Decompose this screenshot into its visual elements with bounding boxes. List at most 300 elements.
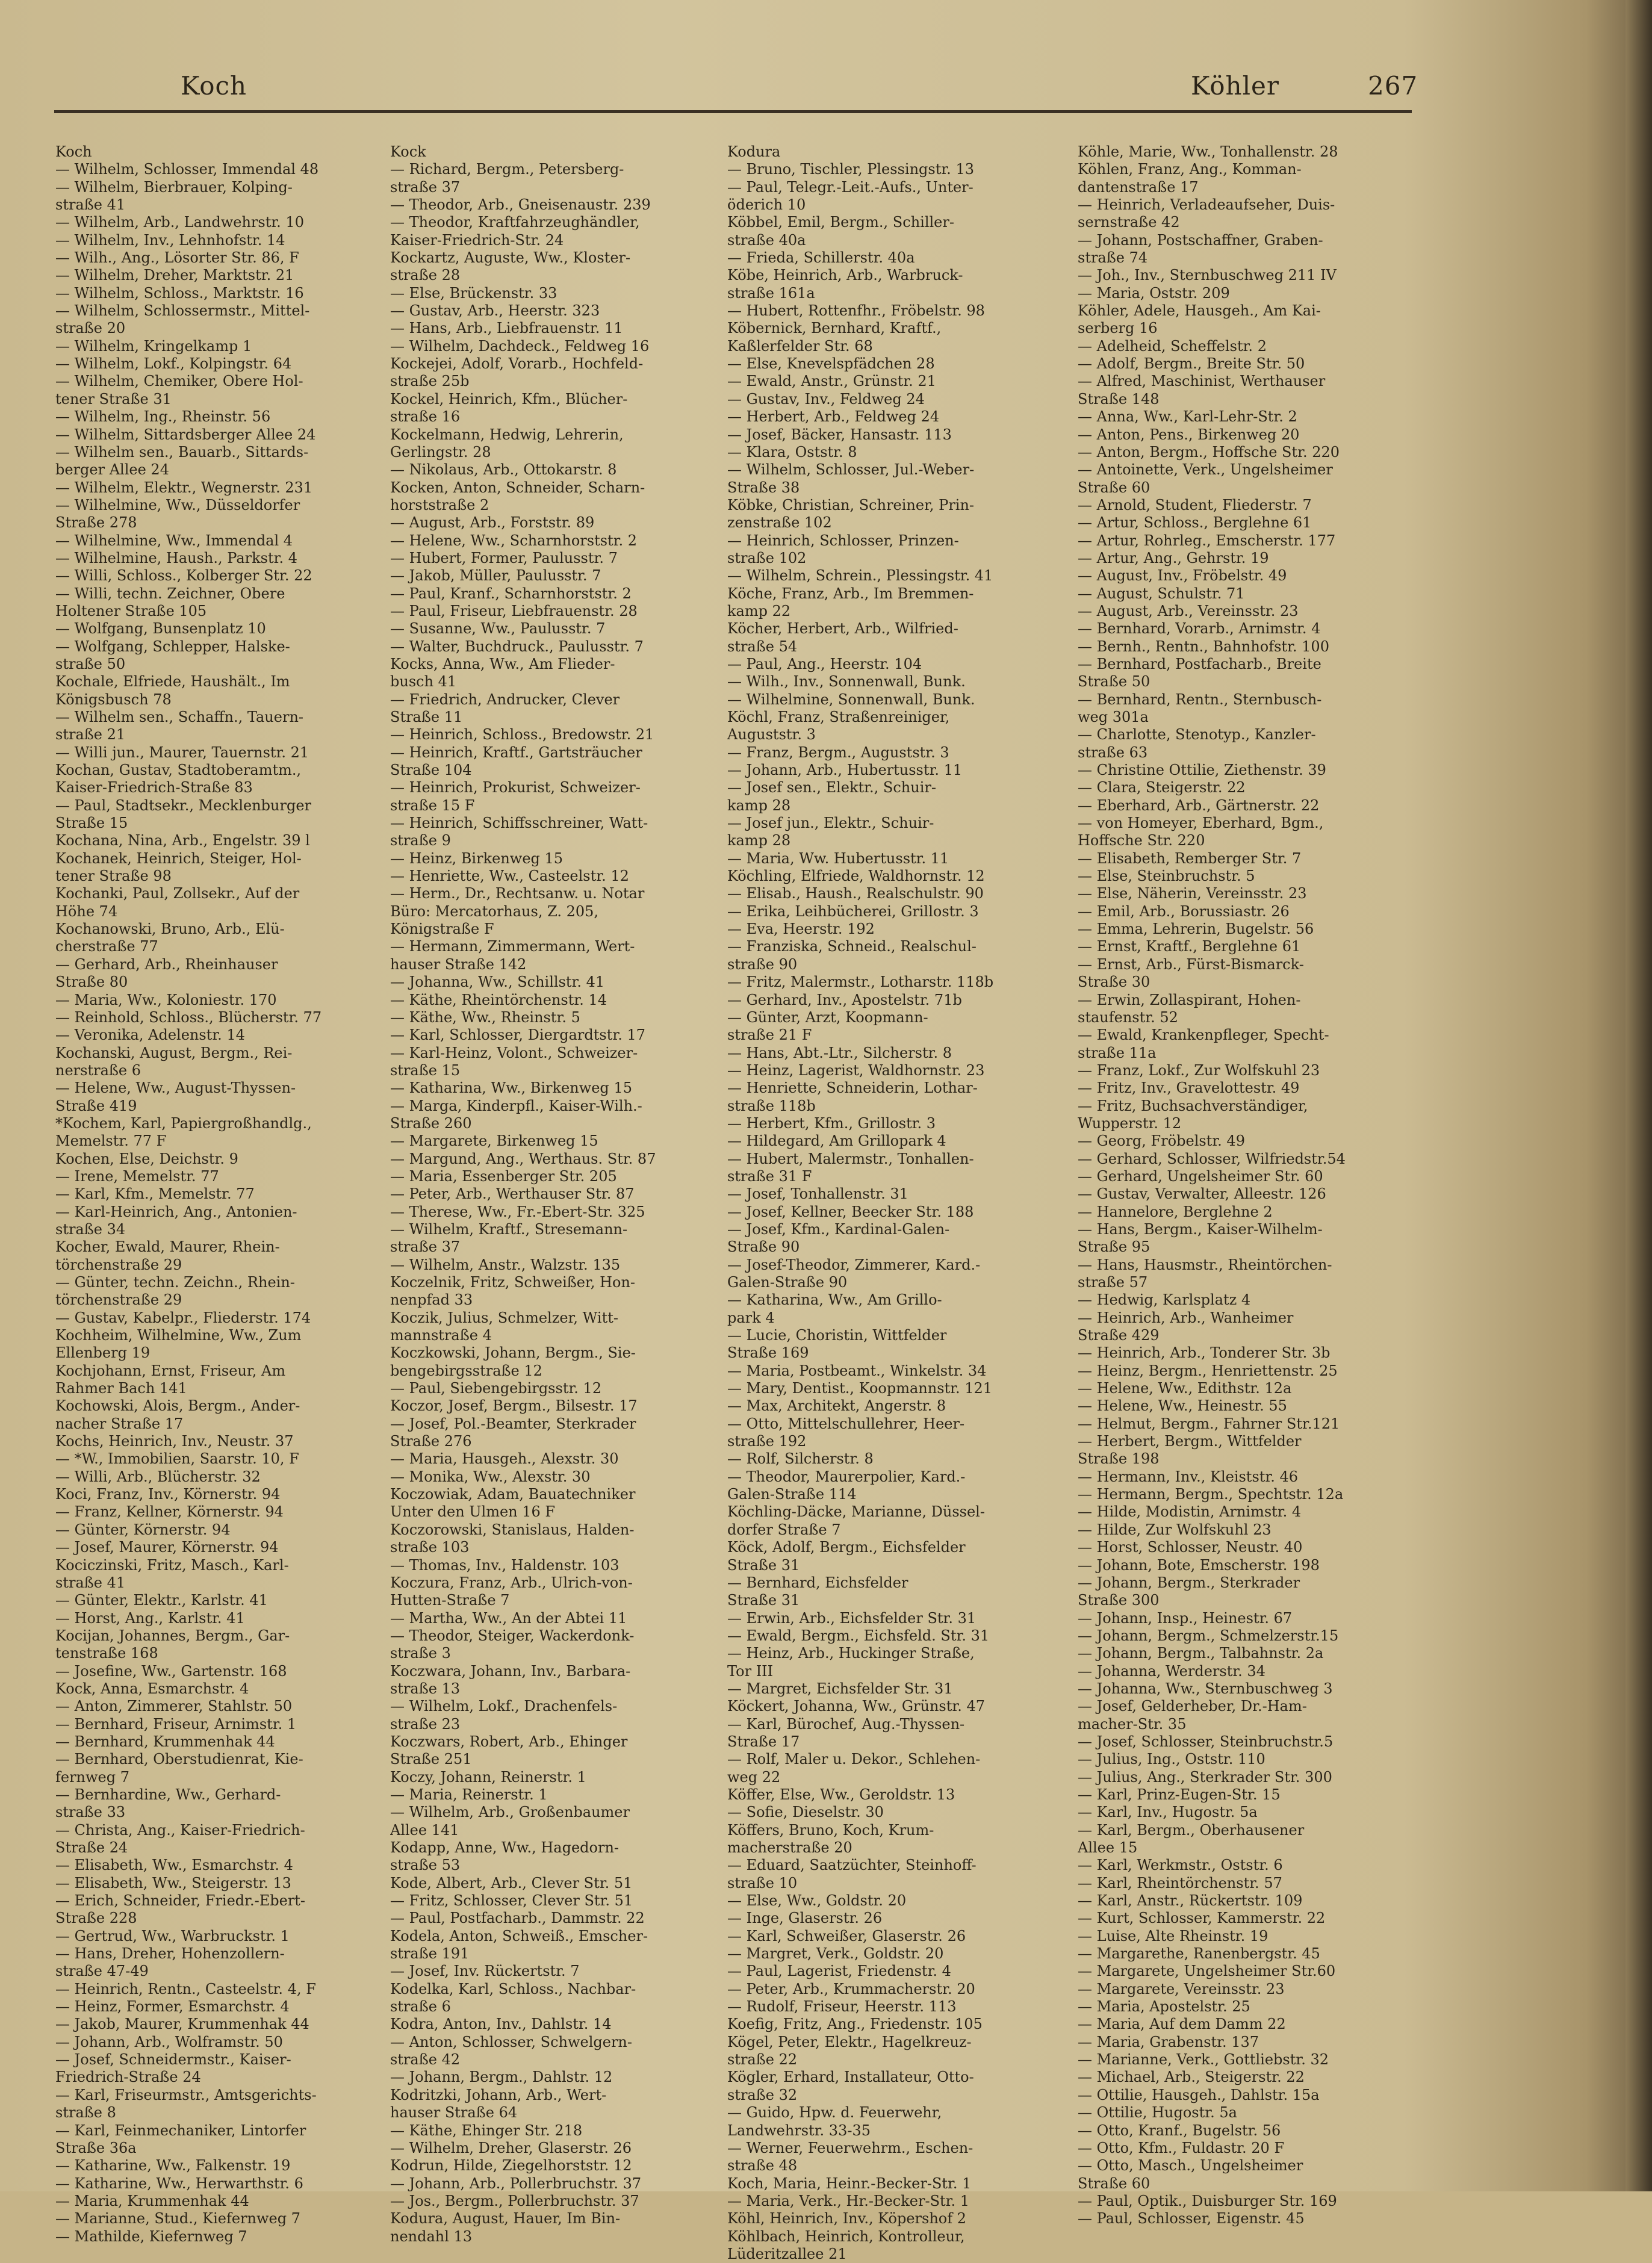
directory-entry-line: — Heinrich, Verladeaufseher, Duis- [1078, 196, 1335, 214]
directory-entry-line: Lüderitzallee 21 [727, 2245, 847, 2262]
directory-entry-line: Koczwara, Johann, Inv., Barbara- [390, 1662, 631, 1680]
directory-entry-line: straße 9 [390, 832, 451, 849]
directory-entry-line: — Wolfgang, Bunsenplatz 10 [55, 620, 266, 638]
directory-entry-line: — Rudolf, Friseur, Heerstr. 113 [727, 1998, 957, 2016]
directory-entry-line: — Margarete, Ungelsheimer Str.60 [1078, 1963, 1336, 1980]
directory-entry-line: — Else, Steinbruchstr. 5 [1078, 868, 1255, 885]
directory-entry-line: — Wilhelm, Chemiker, Obere Hol- [55, 373, 303, 390]
directory-entry-line: Kochjohann, Ernst, Friseur, Am [55, 1362, 286, 1379]
directory-entry-line: straße 21 F [727, 1026, 812, 1044]
directory-entry-line: — Karl, Kfm., Memelstr. 77 [55, 1185, 255, 1203]
directory-entry-line: — Wilhelmine, Haush., Parkstr. 4 [55, 549, 297, 567]
directory-entry-line: — Gerhard, Inv., Apostelstr. 71b [727, 991, 962, 1008]
directory-entry-line: — Paul, Kranf., Scharnhorststr. 2 [390, 585, 632, 602]
directory-entry-line: dorfer Straße 7 [727, 1521, 841, 1538]
directory-entry-line: straße 8 [55, 2104, 116, 2122]
directory-entry-line: — Gustav, Arb., Heerstr. 323 [390, 302, 600, 320]
directory-entry-line: — Margret, Verk., Goldstr. 20 [727, 1945, 944, 1963]
directory-entry-line: — Käthe, Rheintörchenstr. 14 [390, 991, 607, 1008]
directory-entry-line: — Hermann, Bergm., Spechtstr. 12a [1078, 1486, 1344, 1503]
directory-entry-line: — Karl, Bergm., Oberhausener [1078, 1821, 1305, 1839]
directory-entry-line: — Josef sen., Elektr., Schuir- [727, 779, 936, 796]
directory-entry-line: Kaßlerfelder Str. 68 [727, 337, 873, 355]
directory-entry-line: park 4 [727, 1309, 775, 1326]
directory-entry-line: Kögel, Peter, Elektr., Hagelkreuz- [727, 2033, 972, 2050]
directory-entry-line: straße 57 [1078, 1274, 1148, 1291]
directory-entry-line: — Ottilie, Hugostr. 5a [1078, 2104, 1237, 2122]
directory-entry-line: — Günter, techn. Zeichn., Rhein- [55, 1274, 295, 1291]
directory-entry-line: straße 37 [390, 1238, 461, 1256]
directory-entry-line: straße 63 [1078, 743, 1148, 761]
directory-entry-line: — Werner, Feuerwehrm., Eschen- [727, 2139, 974, 2156]
directory-entry-line: Köffer, Else, Ww., Geroldstr. 13 [727, 1786, 955, 1803]
directory-entry-line: Kocken, Anton, Schneider, Scharn- [390, 479, 645, 496]
directory-entry-line: — Wilhelm, Kraftf., Stresemann- [390, 1220, 628, 1238]
directory-entry-line: — Karl, Prinz-Eugen-Str. 15 [1078, 1786, 1281, 1803]
directory-entry-line: straße 13 [390, 1680, 461, 1697]
directory-entry-line: — Käthe, Ehinger Str. 218 [390, 2122, 583, 2139]
directory-entry-line: Königsbusch 78 [55, 691, 172, 708]
directory-entry-line: Köbe, Heinrich, Arb., Warbruck- [727, 267, 963, 284]
directory-entry-line: straße 34 [55, 1220, 126, 1238]
directory-entry-line: — Fritz, Schlosser, Clever Str. 51 [390, 1892, 633, 1910]
directory-entry-line: — Wilhelm, Bierbrauer, Kolping- [55, 178, 293, 196]
directory-entry-line: — Otto, Mittelschullehrer, Heer- [727, 1415, 965, 1432]
directory-entry-line: — Heinz, Lagerist, Waldhornstr. 23 [727, 1061, 985, 1079]
directory-entry-line: — Helene, Ww., Heinestr. 55 [1078, 1397, 1287, 1415]
directory-entry-line: Allee 15 [1078, 1839, 1138, 1856]
directory-entry-line: — Johann, Bergm., Sterkrader [1078, 1574, 1300, 1591]
directory-entry-line: — Reinhold, Schloss., Blücherstr. 77 [55, 1008, 322, 1026]
directory-entry-line: — Mary, Dentist., Koopmannstr. 121 [727, 1380, 993, 1397]
directory-entry-line: — Willi, techn. Zeichner, Obere [55, 585, 285, 602]
directory-entry-line: Straße 169 [727, 1344, 809, 1362]
directory-entry-line: — Charlotte, Stenotyp., Kanzler- [1078, 726, 1316, 743]
directory-entry-line: Straße 17 [727, 1733, 800, 1750]
directory-entry-line: — Elisabeth, Ww., Steigerstr. 13 [55, 1874, 291, 1892]
directory-entry-line: Koczor, Josef, Bergm., Bilsestr. 17 [390, 1397, 638, 1415]
directory-entry-line: straße 192 [727, 1433, 807, 1450]
directory-entry-line: — Bernh., Rentn., Bahnhofstr. 100 [1078, 638, 1329, 655]
directory-entry-line: — Artur, Rohrleg., Emscherstr. 177 [1078, 532, 1336, 549]
directory-entry-line: — Veronika, Adelenstr. 14 [55, 1026, 245, 1044]
directory-entry-line: Köffers, Bruno, Koch, Krum- [727, 1821, 934, 1839]
directory-entry-line: straße 6 [390, 1998, 451, 2016]
directory-entry-line: — Christa, Ang., Kaiser-Friedrich- [55, 1821, 305, 1839]
directory-entry-line: — Eduard, Saatzüchter, Steinhoff- [727, 1857, 977, 1874]
directory-entry-line: straße 161a [727, 284, 815, 302]
directory-entry-line: — Mathilde, Kiefernweg 7 [55, 2227, 247, 2245]
directory-entry-line: — Ottilie, Hausgeh., Dahlstr. 15a [1078, 2086, 1320, 2103]
directory-entry-line: Koczy, Johann, Reinerstr. 1 [390, 1768, 586, 1786]
directory-entry-line: straße 23 [390, 1715, 461, 1733]
directory-entry-line: tenstraße 168 [55, 1645, 158, 1662]
directory-entry-line: Köckert, Johanna, Ww., Grünstr. 47 [727, 1698, 986, 1715]
directory-entry-line: — Anna, Ww., Karl-Lehr-Str. 2 [1078, 408, 1297, 426]
directory-entry-line: Gerlingstr. 28 [390, 443, 491, 461]
directory-entry-line: — Herbert, Kfm., Grillostr. 3 [727, 1114, 936, 1132]
directory-entry-line: Allee 141 [390, 1821, 459, 1839]
directory-entry-line: straße 90 [727, 955, 798, 973]
directory-entry-line: — Katharine, Ww., Herwarthstr. 6 [55, 2175, 303, 2192]
directory-entry-line: Kochen, Else, Deichstr. 9 [55, 1150, 238, 1167]
directory-entry-line: — Günter, Elektr., Karlstr. 41 [55, 1592, 268, 1609]
directory-entry-line: kamp 28 [727, 832, 791, 849]
directory-entry-line: — Georg, Fröbelstr. 49 [1078, 1132, 1245, 1150]
page-number: 267 [1368, 71, 1418, 101]
directory-entry-line: straße 33 [55, 1804, 126, 1821]
directory-entry-line: — Nikolaus, Arb., Ottokarstr. 8 [390, 461, 617, 479]
directory-entry-line: bengebirgsstraße 12 [390, 1362, 542, 1379]
directory-entry-line: — Karl, Werkmstr., Oststr. 6 [1078, 1857, 1283, 1874]
directory-entry-line: — Margarete, Birkenweg 15 [390, 1132, 598, 1150]
directory-entry-line: Kocks, Anna, Ww., Am Flieder- [390, 655, 615, 672]
directory-entry-line: — Willi, Arb., Blücherstr. 32 [55, 1468, 261, 1485]
directory-entry-line: — Hubert, Rottenfhr., Fröbelstr. 98 [727, 302, 985, 320]
directory-entry-line: Köche, Franz, Arb., Im Bremmen- [727, 585, 974, 602]
directory-entry-line: straße 47-49 [55, 1963, 149, 1980]
directory-entry-line: — August, Arb., Forststr. 89 [390, 514, 595, 532]
directory-entry-line: Kockartz, Auguste, Ww., Kloster- [390, 249, 631, 267]
directory-entry-line: — Erwin, Zollaspirant, Hohen- [1078, 991, 1301, 1008]
directory-entry-line: Köchl, Franz, Straßenreiniger, [727, 709, 950, 725]
directory-entry-line: Galen-Straße 90 [727, 1274, 848, 1291]
directory-entry-line: — Monika, Ww., Alexstr. 30 [390, 1468, 591, 1485]
directory-entry-line: — Horst, Ang., Karlstr. 41 [55, 1609, 245, 1627]
directory-entry-line: Unter den Ulmen 16 F [390, 1503, 556, 1521]
directory-entry-line: staufenstr. 52 [1078, 1008, 1178, 1026]
directory-entry-line: — Gerhard, Ungelsheimer Str. 60 [1078, 1167, 1323, 1185]
directory-entry-line: — Wilhelm, Sittardsberger Allee 24 [55, 426, 316, 443]
directory-entry-line: Kochan, Gustav, Stadtoberamtm., [55, 762, 302, 779]
directory-entry-line: Holtener Straße 105 [55, 602, 207, 619]
directory-entry-line: Kochana, Nina, Arb., Engelstr. 39 l [55, 832, 310, 849]
directory-entry-line: straße 28 [390, 267, 461, 284]
directory-entry-line: straße 103 [390, 1539, 470, 1556]
directory-entry-line: Büro: Mercatorhaus, Z. 205, [390, 902, 599, 920]
directory-entry-line: — Henriette, Ww., Casteelstr. 12 [390, 868, 629, 885]
directory-entry-line: — Gustav, Verwalter, Alleestr. 126 [1078, 1185, 1326, 1203]
directory-entry-line: — Friedrich, Andrucker, Clever [390, 691, 620, 708]
directory-entry-line: — Paul, Optik., Duisburger Str. 169 [1078, 2192, 1337, 2209]
directory-entry-line: — Margarete, Vereinsstr. 23 [1078, 1980, 1285, 1998]
directory-entry-line: — Margund, Ang., Werthaus. Str. 87 [390, 1150, 656, 1167]
directory-entry-line: — Johann, Arb., Hubertusstr. 11 [727, 762, 963, 779]
directory-entry-line: — Hilde, Zur Wolfskuhl 23 [1078, 1521, 1272, 1538]
directory-entry-line: — Johann, Insp., Heinestr. 67 [1078, 1609, 1293, 1627]
directory-entry-line: — Katharina, Ww., Am Grillo- [727, 1291, 942, 1309]
directory-entry-line: kamp 28 [727, 796, 791, 814]
directory-entry-line: — Artur, Schloss., Berglehne 61 [1078, 514, 1312, 532]
directory-entry-line: Köbernick, Bernhard, Kraftf., [727, 320, 942, 337]
directory-entry-line: straße 25b [390, 373, 470, 390]
directory-entry-line: — Hermann, Zimmermann, Wert- [390, 938, 635, 955]
directory-entry-line: — Gustav, Inv., Feldweg 24 [727, 390, 925, 408]
directory-entry-line: — Gertrud, Ww., Warbruckstr. 1 [55, 1927, 290, 1945]
directory-entry-line: Straße 90 [727, 1238, 800, 1256]
directory-entry-line: straße 37 [390, 178, 461, 196]
directory-entry-line: straße 41 [55, 1574, 126, 1591]
directory-entry-line: Köchling, Elfriede, Waldhornstr. 12 [727, 868, 985, 885]
directory-entry-line: Straße 104 [390, 762, 472, 779]
directory-entry-line: — Guido, Hpw. d. Feuerwehr, [727, 2104, 942, 2122]
directory-entry-line: — Maria, Postbeamt., Winkelstr. 34 [727, 1362, 987, 1379]
directory-entry-line: Koch, Maria, Heinr.-Becker-Str. 1 [727, 2175, 972, 2192]
directory-entry-line: Auguststr. 3 [727, 726, 816, 743]
directory-entry-line: — Karl, Friseurmstr., Amtsgerichts- [55, 2086, 317, 2103]
directory-entry-line: — Ernst, Kraftf., Berglehne 61 [1078, 938, 1301, 955]
directory-entry-line: — Lucie, Choristin, Wittfelder [727, 1327, 947, 1344]
directory-entry-line: — Margarethe, Ranenbergstr. 45 [1078, 1945, 1320, 1963]
directory-entry-line: — Otto, Masch., Ungelsheimer [1078, 2157, 1303, 2175]
directory-entry-line: — Otto, Kranf., Bugelstr. 56 [1078, 2122, 1281, 2139]
directory-entry-line: — Therese, Ww., Fr.-Ebert-Str. 325 [390, 1203, 645, 1220]
directory-entry-line: — Maria, Reinerstr. 1 [390, 1786, 548, 1803]
directory-entry-line: — Karl, Anstr., Rückertstr. 109 [1078, 1892, 1303, 1910]
directory-entry-line: — Katharina, Ww., Birkenweg 15 [390, 1079, 632, 1097]
directory-entry-line: — Emil, Arb., Borussiastr. 26 [1078, 902, 1290, 920]
directory-entry-line: Wupperstr. 12 [1078, 1114, 1182, 1132]
directory-entry-line: — Wilh., Inv., Sonnenwall, Bunk. [727, 673, 966, 691]
directory-entry-line: nenpfad 33 [390, 1291, 473, 1309]
directory-entry-line: cherstraße 77 [55, 938, 158, 955]
directory-entry-line: — Maria, Ww., Koloniestr. 170 [55, 991, 277, 1008]
directory-entry-line: — Franz, Kellner, Körnerstr. 94 [55, 1503, 284, 1521]
directory-entry-line: — Johann, Bergm., Dahlstr. 12 [390, 2069, 613, 2086]
directory-entry-line: straße 74 [1078, 249, 1148, 267]
directory-entry-line: — Paul, Friseur, Liebfrauenstr. 28 [390, 602, 638, 619]
directory-entry-line: — Wilhelm, Lokf., Drachenfels- [390, 1698, 618, 1715]
directory-entry-line: Köhl, Heinrich, Inv., Köpershof 2 [727, 2210, 967, 2227]
directory-entry-line: — Wilh., Ang., Lösorter Str. 86, F [55, 249, 299, 267]
directory-entry-line: Köhlen, Franz, Ang., Komman- [1078, 161, 1302, 178]
directory-entry-line: — Joh., Inv., Sternbuschweg 211 IV [1078, 267, 1337, 284]
directory-entry-line: Hutten-Straße 7 [390, 1592, 510, 1609]
directory-entry-line: Tor III [727, 1662, 774, 1680]
directory-entry-line: busch 41 [390, 673, 457, 691]
directory-entry-line: — Rolf, Maler u. Dekor., Schlehen- [727, 1751, 981, 1768]
directory-entry-line: — Fritz, Buchsachverständiger, [1078, 1097, 1308, 1114]
header-rule [54, 110, 1412, 113]
directory-entry-line: — Josef-Theodor, Zimmerer, Kard.- [727, 1256, 981, 1273]
directory-entry-line: — Karl, Inv., Hugostr. 5a [1078, 1804, 1258, 1821]
directory-entry-line: — Peter, Arb., Werthauser Str. 87 [390, 1185, 635, 1203]
directory-entry-line: — Karl-Heinrich, Ang., Antonien- [55, 1203, 297, 1220]
directory-entry-line: straße 15 [390, 1061, 461, 1079]
directory-entry-line: Straße 429 [1078, 1327, 1160, 1344]
directory-entry-line: straße 48 [727, 2157, 798, 2175]
directory-entry-line: — Walter, Buchdruck., Paulusstr. 7 [390, 638, 644, 655]
directory-entry-line: — Peter, Arb., Krummacherstr. 20 [727, 1980, 975, 1998]
directory-entry-line: — Emma, Lehrerin, Bugelstr. 56 [1078, 920, 1314, 938]
directory-entry-line: — Johann, Arb., Pollerbruchstr. 37 [390, 2175, 642, 2192]
directory-entry-line: Köbbel, Emil, Bergm., Schiller- [727, 214, 954, 231]
directory-entry-line: Koczik, Julius, Schmelzer, Witt- [390, 1309, 618, 1326]
directory-entry-line: straße 31 F [727, 1167, 812, 1185]
directory-entry-line: Köhlbach, Heinrich, Kontrolleur, [727, 2227, 965, 2245]
directory-entry-line: Kock [390, 143, 426, 160]
directory-entry-line: Kaiser-Friedrich-Straße 83 [55, 779, 253, 796]
directory-entry-line: Kock, Anna, Esmarchstr. 4 [55, 1680, 249, 1697]
directory-entry-line: — Ernst, Arb., Fürst-Bismarck- [1078, 955, 1304, 973]
directory-entry-line: — August, Arb., Vereinsstr. 23 [1078, 602, 1299, 619]
directory-entry-line: — Marianne, Stud., Kiefernweg 7 [55, 2210, 300, 2227]
directory-entry-line: — Theodor, Arb., Gneisenaustr. 239 [390, 196, 651, 214]
directory-entry-line: — Else, Ww., Goldstr. 20 [727, 1892, 907, 1910]
directory-entry-line: hauser Straße 64 [390, 2104, 518, 2122]
directory-entry-line: — Hubert, Malermstr., Tonhallen- [727, 1150, 974, 1167]
directory-entry-line: — Adolf, Bergm., Breite Str. 50 [1078, 355, 1305, 373]
directory-entry-line: horststraße 2 [390, 496, 489, 514]
directory-entry-line: straße 20 [55, 320, 126, 337]
directory-entry-line: — Arnold, Student, Fliederstr. 7 [1078, 496, 1312, 514]
directory-entry-line: fernweg 7 [55, 1768, 130, 1786]
directory-entry-line: serberg 16 [1078, 320, 1158, 337]
directory-entry-line: — Anton, Pens., Birkenweg 20 [1078, 426, 1300, 443]
directory-entry-line: Koczorowski, Stanislaus, Halden- [390, 1521, 635, 1538]
directory-entry-line: — Maria, Verk., Hr.-Becker-Str. 1 [727, 2192, 970, 2209]
directory-entry-line: tener Straße 98 [55, 868, 172, 885]
directory-entry-line: — Willi jun., Maurer, Tauernstr. 21 [55, 743, 309, 761]
directory-entry-line: — Sofie, Dieselstr. 30 [727, 1804, 884, 1821]
directory-entry-line: Straße 228 [55, 1910, 137, 1927]
directory-entry-line: — Wilhelmine, Sonnenwall, Bunk. [727, 691, 975, 708]
directory-entry-line: — Wilhelmine, Ww., Düsseldorfer [55, 496, 300, 514]
directory-entry-line: Ellenberg 19 [55, 1344, 151, 1362]
directory-entry-line: — Heinz, Former, Esmarchstr. 4 [55, 1998, 290, 2016]
directory-entry-line: Kochs, Heinrich, Inv., Neustr. 37 [55, 1433, 294, 1450]
directory-entry-line: — Johann, Bergm., Talbahnstr. 2a [1078, 1645, 1324, 1662]
directory-entry-line: Koch [55, 143, 92, 160]
directory-entry-line: — Katharine, Ww., Falkenstr. 19 [55, 2157, 291, 2175]
column-4 [1078, 143, 1415, 2228]
directory-entry-line: — Karl, Schlosser, Diergardtstr. 17 [390, 1026, 646, 1044]
directory-entry-line: Kodapp, Anne, Ww., Hagedorn- [390, 1839, 620, 1856]
directory-entry-line: hauser Straße 142 [390, 955, 527, 973]
directory-entry-line: Straße 198 [1078, 1450, 1160, 1468]
directory-entry-line: — Johann, Postschaffner, Graben- [1078, 231, 1323, 249]
directory-entry-line: Straße 60 [1078, 479, 1150, 496]
column-3 [727, 143, 1064, 2263]
directory-entry-line: — Wilhelm, Anstr., Walzstr. 135 [390, 1256, 621, 1273]
directory-entry-line: *Kochem, Karl, Papiergroßhandlg., [55, 1114, 312, 1132]
directory-entry-line: Köhler, Adele, Hausgeh., Am Kai- [1078, 302, 1321, 320]
directory-entry-line: Königstraße F [390, 920, 494, 938]
directory-entry-line: — Antoinette, Verk., Ungelsheimer [1078, 461, 1333, 479]
directory-entry-line: — Josef, Bäcker, Hansastr. 113 [727, 426, 952, 443]
directory-entry-line: — Karl, Rheintörchenstr. 57 [1078, 1874, 1282, 1892]
directory-entry-line: Kodela, Anton, Schweiß., Emscher- [390, 1927, 648, 1945]
directory-entry-line: — Heinz, Birkenweg 15 [390, 849, 564, 867]
directory-entry-line: — Günter, Arzt, Koopmann- [727, 1008, 928, 1026]
directory-entry-line: — Helene, Ww., August-Thyssen- [55, 1079, 296, 1097]
directory-entry-line: Koczwars, Robert, Arb., Ehinger [390, 1733, 628, 1750]
directory-entry-line: — Ewald, Bergm., Eichsfeld. Str. 31 [727, 1627, 990, 1644]
directory-entry-line: — Erich, Schneider, Friedr.-Ebert- [55, 1892, 306, 1910]
directory-entry-line: straße 118b [727, 1097, 816, 1114]
directory-entry-line: Kochale, Elfriede, Haushält., Im [55, 673, 290, 691]
directory-entry-line: — Bernhard, Vorarb., Arnimstr. 4 [1078, 620, 1321, 638]
directory-entry-line: nerstraße 6 [55, 1061, 141, 1079]
directory-entry-line: — Josef, Kellner, Beecker Str. 188 [727, 1203, 974, 1220]
directory-entry-line: — Rolf, Silcherstr. 8 [727, 1450, 874, 1468]
directory-entry-line: straße 32 [727, 2086, 798, 2103]
directory-entry-line: — Maria, Essenberger Str. 205 [390, 1167, 617, 1185]
directory-entry-line: — Henriette, Schneiderin, Lothar- [727, 1079, 978, 1097]
directory-entry-line: — Heinrich, Arb., Wanheimer [1078, 1309, 1294, 1326]
directory-entry-line: nacher Straße 17 [55, 1415, 184, 1432]
directory-entry-line: Köbke, Christian, Schreiner, Prin- [727, 496, 975, 514]
directory-entry-line: — Maria, Apostelstr. 25 [1078, 1998, 1250, 2016]
directory-entry-line: — Michael, Arb., Steigerstr. 22 [1078, 2069, 1305, 2086]
directory-entry-line: — Thomas, Inv., Haldenstr. 103 [390, 1556, 620, 1574]
directory-entry-line: — Hans, Bergm., Kaiser-Wilhelm- [1078, 1220, 1323, 1238]
directory-entry-line: nendahl 13 [390, 2227, 473, 2245]
column-1 [55, 143, 393, 2246]
directory-entry-line: öderich 10 [727, 196, 806, 214]
directory-entry-line: — Helene, Ww., Scharnhorststr. 2 [390, 532, 638, 549]
directory-entry-line: — Elisabeth, Ww., Esmarchstr. 4 [55, 1857, 293, 1874]
directory-entry-line: Kociczinski, Fritz, Masch., Karl- [55, 1556, 289, 1574]
directory-entry-line: — Heinrich, Kraftf., Gartsträucher [390, 743, 642, 761]
directory-entry-line: törchenstraße 29 [55, 1256, 182, 1273]
directory-entry-line: — Franz, Bergm., Auguststr. 3 [727, 743, 949, 761]
directory-entry-line: — Josef jun., Elektr., Schuir- [727, 815, 934, 832]
directory-entry-line: tener Straße 31 [55, 390, 172, 408]
directory-entry-line: — Bernhard, Postfacharb., Breite [1078, 655, 1321, 672]
directory-entry-line: — Otto, Kfm., Fuldastr. 20 F [1078, 2139, 1285, 2156]
directory-entry-line: — Paul, Siebengebirgsstr. 12 [390, 1380, 602, 1397]
directory-entry-line: — Hermann, Inv., Kleiststr. 46 [1078, 1468, 1299, 1485]
directory-entry-line: — Christine Ottilie, Ziethenstr. 39 [1078, 762, 1326, 779]
directory-entry-line: straße 102 [727, 549, 807, 567]
directory-entry-line: Kochheim, Wilhelmine, Ww., Zum [55, 1327, 302, 1344]
directory-entry-line: — Heinrich, Schlosser, Prinzen- [727, 532, 959, 549]
directory-entry-line: — Jakob, Müller, Paulusstr. 7 [390, 567, 601, 585]
directory-entry-line: macher-Str. 35 [1078, 1715, 1187, 1733]
directory-entry-line: — Maria, Krummenhak 44 [55, 2192, 249, 2209]
directory-entry-line: — Hilde, Modistin, Arnimstr. 4 [1078, 1503, 1302, 1521]
directory-entry-line: — Frieda, Schillerstr. 40a [727, 249, 915, 267]
directory-entry-line: — Else, Brückenstr. 33 [390, 284, 557, 302]
directory-entry-line: — Wilhelm, Dreher, Glaserstr. 26 [390, 2139, 632, 2156]
directory-entry-line: — Paul, Schlosser, Eigenstr. 45 [1078, 2210, 1305, 2227]
directory-entry-line: berger Allee 24 [55, 461, 169, 479]
directory-entry-line: — Paul, Postfacharb., Dammstr. 22 [390, 1910, 645, 1927]
directory-entry-line: — Wolfgang, Schlepper, Halske- [55, 638, 290, 655]
directory-entry-line: straße 11a [1078, 1044, 1157, 1061]
directory-entry-line: — Johanna, Werderstr. 34 [1078, 1662, 1265, 1680]
directory-entry-line: Köchling-Däcke, Marianne, Düssel- [727, 1503, 985, 1521]
directory-entry-line: — Fritz, Malermstr., Lotharstr. 118b [727, 973, 994, 991]
directory-entry-line: — Josef, Gelderheber, Dr.-Ham- [1078, 1698, 1307, 1715]
directory-entry-line: weg 301a [1078, 709, 1149, 725]
directory-entry-line: — Horst, Schlosser, Neustr. 40 [1078, 1539, 1303, 1556]
directory-entry-line: — Wilhelm, Arb., Großenbaumer [390, 1804, 630, 1821]
directory-entry-line: — Josef, Schneidermstr., Kaiser- [55, 2051, 291, 2069]
directory-entry-line: Kodura [727, 143, 781, 160]
directory-entry-line: — Max, Architekt, Angerstr. 8 [727, 1397, 946, 1415]
directory-entry-line: — Josef, Kfm., Kardinal-Galen- [727, 1220, 950, 1238]
directory-entry-line: — Susanne, Ww., Paulusstr. 7 [390, 620, 606, 638]
directory-entry-line: — Johanna, Ww., Sternbuschweg 3 [1078, 1680, 1333, 1697]
directory-entry-line: — Heinrich, Rentn., Casteelstr. 4, F [55, 1980, 316, 1998]
directory-entry-line: — Hans, Hausmstr., Rheintörchen- [1078, 1256, 1332, 1273]
directory-entry-line: — Eberhard, Arb., Gärtnerstr. 22 [1078, 796, 1320, 814]
directory-entry-line: Kockejei, Adolf, Vorarb., Hochfeld- [390, 355, 644, 373]
directory-entry-line: — Kurt, Schlosser, Kammerstr. 22 [1078, 1910, 1326, 1927]
directory-entry-line: Straße 419 [55, 1097, 137, 1114]
